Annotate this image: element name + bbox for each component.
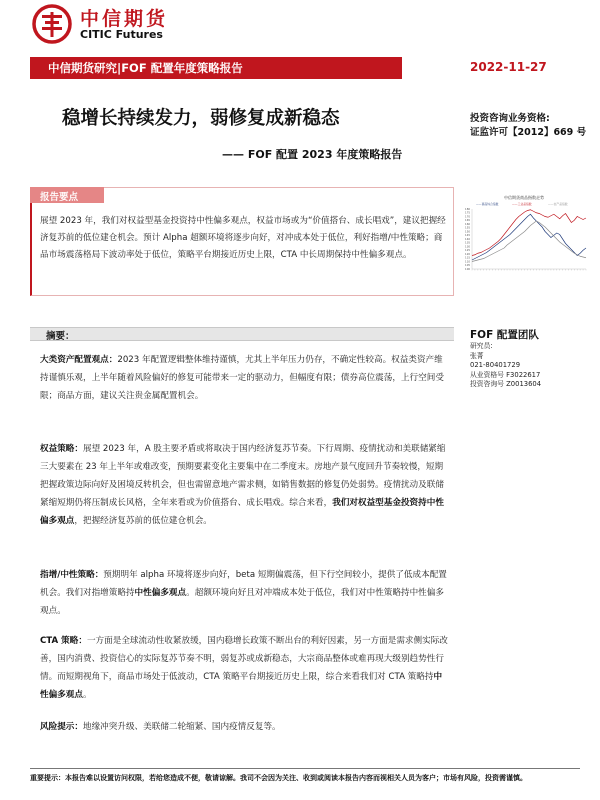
- team-role: 研究员:: [470, 342, 493, 350]
- y-tick-label: 170: [465, 215, 470, 219]
- report-date: 2022-11-27: [470, 60, 547, 74]
- y-tick-label: 180: [465, 207, 470, 211]
- key-points-text: 展望 2023 年，我们对权益型基金投资持中性偏多观点，权益市场或为“价值搭台、成长唱戏”，建议把握经济复苏前的低位建仓机会。预计 Alpha 超额环境将逐步向好，对冲成本处于低位，利好指增/中性策略；商品市场震荡格局下波动率处于低位，策略平台期接近历史上限，CTA 中长周期保持中性偏多观点。: [40, 216, 446, 260]
- series-line: [472, 214, 586, 260]
- report-subtitle: —— FOF 配置 2023 年度策略报告: [222, 148, 403, 161]
- paragraph-body: 一方面是全球流动性收紧放缓，国内稳增长政策不断出台的利好因素，另一方面是需求侧实际改善，国内消费、投资信心的实际复苏节奏不明，弱复苏或成新稳态，大宗商品整体或难再现大级别趋势性行情。而短期视角下，商品市场处于低波动，CTA 策略平台期接近历史上限，综合来看我们对 CTA 策略持: [40, 636, 448, 682]
- brand-name-cn: 中信期货: [80, 8, 169, 30]
- y-tick-label: 120: [465, 252, 470, 256]
- risk-heading: 风险提示：: [40, 722, 83, 732]
- paragraph-heading: 权益策略：: [40, 444, 83, 454]
- report-series-label: 中信期货研究|FOF 配置年度策略报告: [48, 61, 243, 75]
- team-title: FOF 配置团队: [470, 329, 539, 341]
- qualification-value: 证监许可【2012】669 号: [470, 127, 587, 138]
- cta-strategy-paragraph: [40, 632, 448, 704]
- y-tick-label: 140: [465, 237, 470, 241]
- footer-divider: [30, 768, 580, 769]
- y-tick-label: 110: [465, 260, 470, 264]
- chart-x-axis: [472, 269, 586, 271]
- citic-logo-icon: [32, 4, 72, 44]
- paragraph-heading: CTA 策略：: [40, 636, 87, 646]
- y-tick-label: 100: [465, 267, 470, 271]
- paragraph-emphasis: 中性偏多观点: [40, 672, 443, 700]
- paragraph-body: 展望 2023 年，A 股主要矛盾或将取决于国内经济复苏节奏。下行周期、疫情扰动和美联储紧缩三大要素在 23 年上半年或难改变，预期要素变化主要集中在二季度末。房地产景气度回升节奏较慢，短期把握政策边际向好及困境反转机会，但也需留意地产需求侧，如销售数据的修复仍处弱势。疫情扰动及联储紧缩短期仍将压制成长风格，全年来看或为价值搭台、成长唱戏。综合来看，: [40, 444, 446, 508]
- y-tick-label: 135: [465, 241, 470, 245]
- paragraph-tail: 。超额环境向好且对冲端成本处于低位，我们对中性策略持中性偏多观点。: [40, 588, 444, 616]
- paragraph-emphasis: 中性偏多观点: [134, 588, 187, 598]
- paragraph-body: 预期明年 alpha 环境将逐步向好，beta 短期偏震荡，但下行空间较小，提供了低成本配置机会。我们对指增策略持: [40, 570, 447, 598]
- abstract-bar: [30, 327, 454, 341]
- y-tick-label: 165: [465, 219, 470, 223]
- y-tick-label: 115: [465, 256, 470, 260]
- paragraph-tail: 。: [82, 690, 92, 700]
- chart-title: 中信期货商品指数走势: [504, 195, 544, 200]
- team-phone: 021-80401729: [470, 361, 521, 370]
- index-enhance-paragraph: [40, 566, 448, 620]
- paragraph-heading: 指增/中性策略：: [40, 570, 104, 580]
- report-title: 稳增长持续发力，弱修复成新稳态: [62, 108, 340, 129]
- team-consult-no: 投资咨询号 Z0013604: [470, 380, 542, 389]
- legend-entry: ——工业品指数: [512, 202, 532, 206]
- y-tick-label: 130: [465, 245, 470, 249]
- paragraph-heading: 大类资产配置观点：: [40, 355, 118, 365]
- chart-plot: [472, 210, 586, 262]
- y-tick-label: 150: [465, 230, 470, 234]
- team-info: [470, 342, 541, 390]
- paragraph-body: 2023 年配置逻辑整体维持谨慎，尤其上半年压力仍存，不确定性较高。权益类资产维持谨慎乐观，上半年随着风险偏好的修复可能带来一定的驱动力，但幅度有限；债券高位震荡，上行空间受限；商品方面，建议关注贵金属配置机会。: [40, 355, 444, 401]
- commodity-index-chart: [458, 193, 590, 285]
- footer-notice: 重要提示：本报告难以设置访问权限，若给您造成不便，敬请谅解。我司不会因为关注、收到或阅读本报告内容而视相关人员为客户；市场有风险，投资需谨慎。: [30, 774, 527, 782]
- risk-warning: [40, 720, 281, 732]
- y-tick-label: 175: [465, 211, 470, 215]
- team-license: 从业资格号 F3022617: [470, 370, 541, 379]
- abstract-label: 摘要：: [46, 331, 75, 342]
- team-member-name: 张菁: [470, 351, 484, 360]
- y-tick-label: 155: [465, 226, 470, 230]
- brand-name-en: CITIC Futures: [80, 28, 163, 41]
- series-line: [472, 221, 586, 262]
- asset-allocation-paragraph: [40, 351, 448, 405]
- paragraph-emphasis: 我们对权益型基金投资持中性偏多观点: [40, 498, 444, 526]
- qualification-label: 投资咨询业务资格:: [470, 113, 550, 124]
- legend-entry: ——农产品指数: [548, 202, 568, 206]
- equity-strategy-paragraph: [40, 440, 448, 530]
- chart-legend: [476, 202, 568, 206]
- y-tick-label: 125: [465, 249, 470, 253]
- y-tick-label: 105: [465, 264, 470, 268]
- key-points-tag-label: 报告要点: [40, 192, 79, 203]
- series-line: [472, 210, 586, 256]
- legend-entry: ——商品综合指数: [476, 202, 499, 206]
- paragraph-tail: ，把握经济复苏前的低位建仓机会。: [74, 516, 212, 526]
- y-tick-label: 145: [465, 234, 470, 238]
- y-tick-label: 160: [465, 222, 470, 226]
- risk-text: 地缘冲突升级、美联储二轮缩紧、国内疫情反复等。: [82, 722, 281, 732]
